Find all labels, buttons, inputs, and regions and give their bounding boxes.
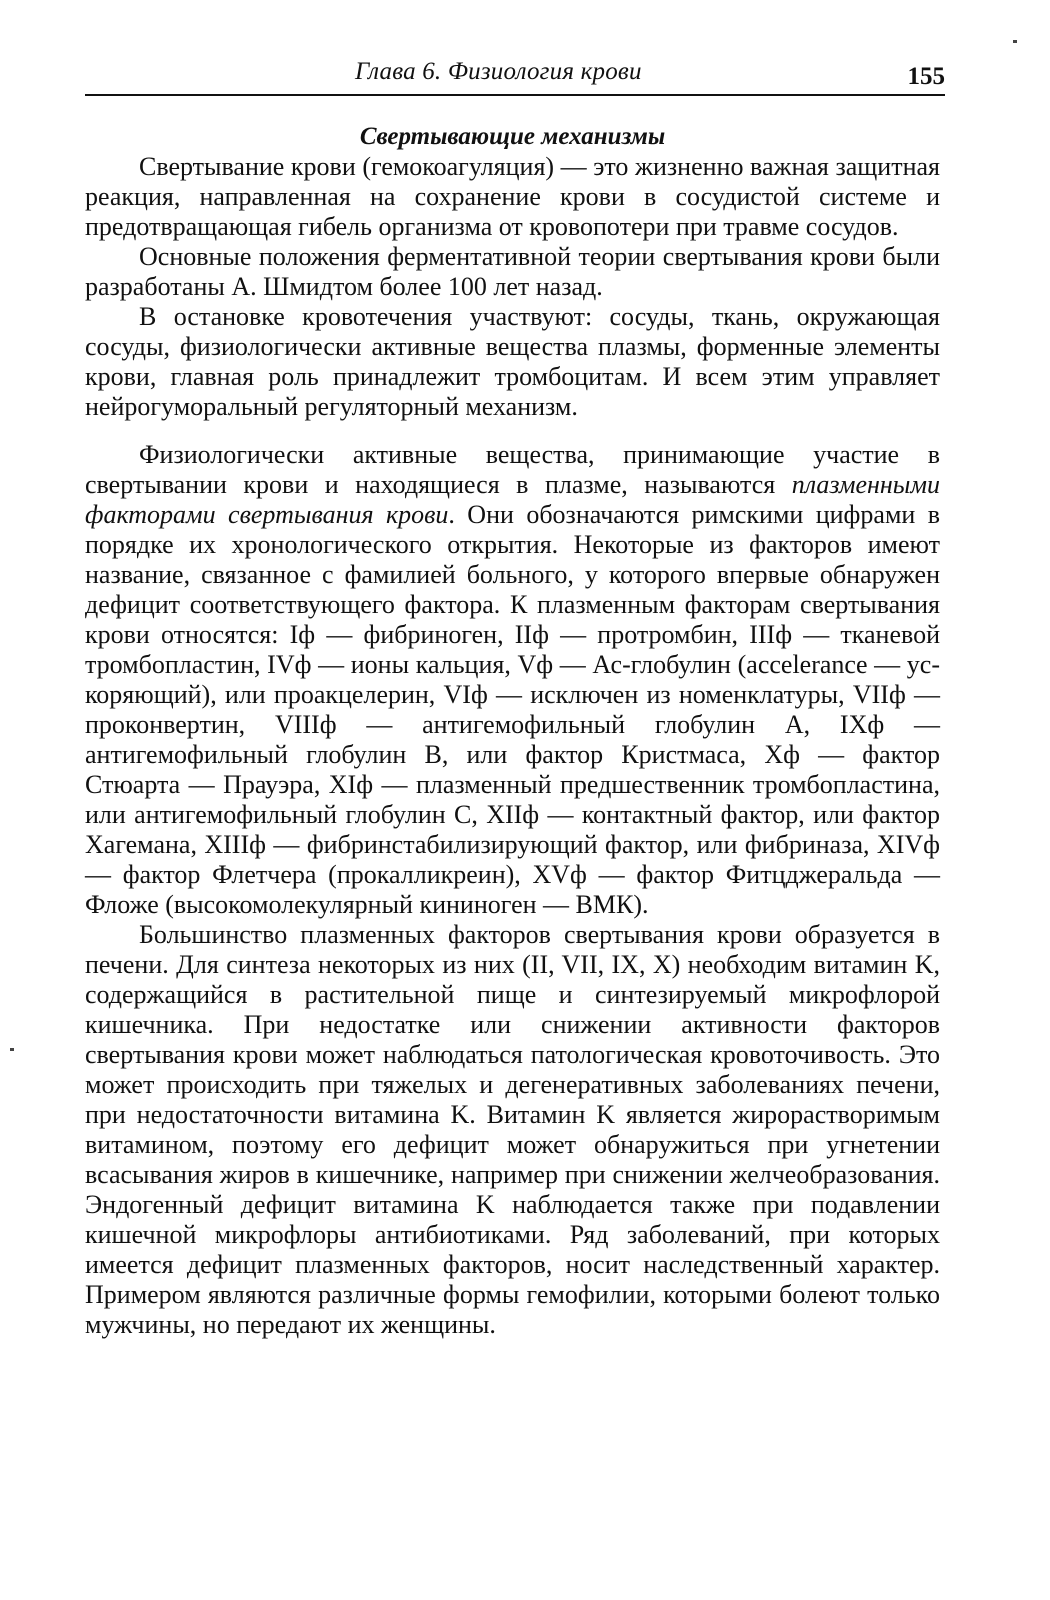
plasma-factors-emphasis: плазменными факторами свертывания крови: [85, 470, 940, 529]
section-heading: Свертывающие механизмы: [359, 123, 666, 150]
paragraph-liver-vitamin-k: Большинство плазменных факторов свертывания крови образуется в печени. Для синтеза некоторых из них (II, VII, IX, X) необходим витамин K, содержащийся в растительной пище и синтезируемый микрофлорой кишечника. При недостатке или снижении активности факторов свертывания крови может наблюдаться патологическая кровоточивость. Это может происходить при тяжелых и дегенеративных заболеваниях печени, при недостаточности витамина K. Витамин K является жирорастворимым витамином, поэтому его дефицит может обнаружиться при угнетении всасывания жиров в кишечнике, например при снижении желчеобразования. Эндогенный дефицит витамина K наблюдается также при подавлении кишечной микрофлоры антибиотиками. Ряд заболеваний, при которых имеется дефицит плазменных факторов, носит наследственный характер. Примером являются различные формы гемофилии, которыми болеют только мужчины, но передают их женщины.: [85, 920, 940, 1339]
plasma-factors-text-before: Физиологически активные вещества, принимающие участие в свертывании крови и находящиеся в плазме, называются: [85, 440, 940, 499]
page-header: [85, 44, 945, 96]
paragraph-coagulation-definition: Свертывание крови (гемокоагуляция) — это жизненно важная защитная реакция, направленная на сохранение крови в сосудистой системе и предотвращающая гибель организма от кровопотери при травме сосудов.: [85, 152, 940, 241]
scan-mark-left-margin: [10, 1048, 14, 1051]
paragraph-bleeding-stop: В остановке кровотечения участвуют: сосуды, ткань, окружающая сосуды, физиологически активные вещества плазмы, форменные элементы крови, главная роль принадлежит тромбоцитам. И всем этим управляет нейрогуморальный регуляторный механизм.: [85, 302, 940, 421]
chapter-title: Глава 6. Физиология крови: [355, 58, 642, 85]
page-content: [85, 122, 940, 1340]
paragraph-plasma-factors: [85, 440, 940, 920]
page-number: 155: [907, 63, 945, 90]
scan-mark-top-right: [1013, 40, 1017, 43]
plasma-factors-text-after: . Они обозначаются римскими цифрами в порядке их хронологического открытия. Некоторые из факторов имеют название, связанное с фамилией больного, у которого впервые обнаружен дефицит соответствующего фактора. К плазменным факторам свертывания крови относятся: Iф — фибриноген, IIф — протромбин, IIIф — тканевой тромбопластин, IVф — ионы кальция, Vф — Ас-глобулин (accelerance — ускоряющий), или проакцелерин, VIф — исключен из номенклатуры, VIIф — проконвертин, VIIIф — антигемофильный глобулин A, IXф — антигемофильный глобулин B, или фактор Кристмаса, Хф — фактор Стюарта — Прауэра, XIф — плазменный предшественник тромбопластина, или антигемофильный глобулин C, XIIф — контактный фактор, или фактор Хагемана, XIIIф — фибринстабилизирующий фактор, или фибриназа, XIVф — фактор Флетчера (прокалликреин), XVф — фактор Фитцджеральда — Фложе (высокомолекулярный кининоген — ВМК).: [85, 500, 940, 919]
paragraph-enzymatic-theory: Основные положения ферментативной теории свертывания крови были разработаны А. Шмидтом более 100 лет назад.: [85, 242, 940, 301]
